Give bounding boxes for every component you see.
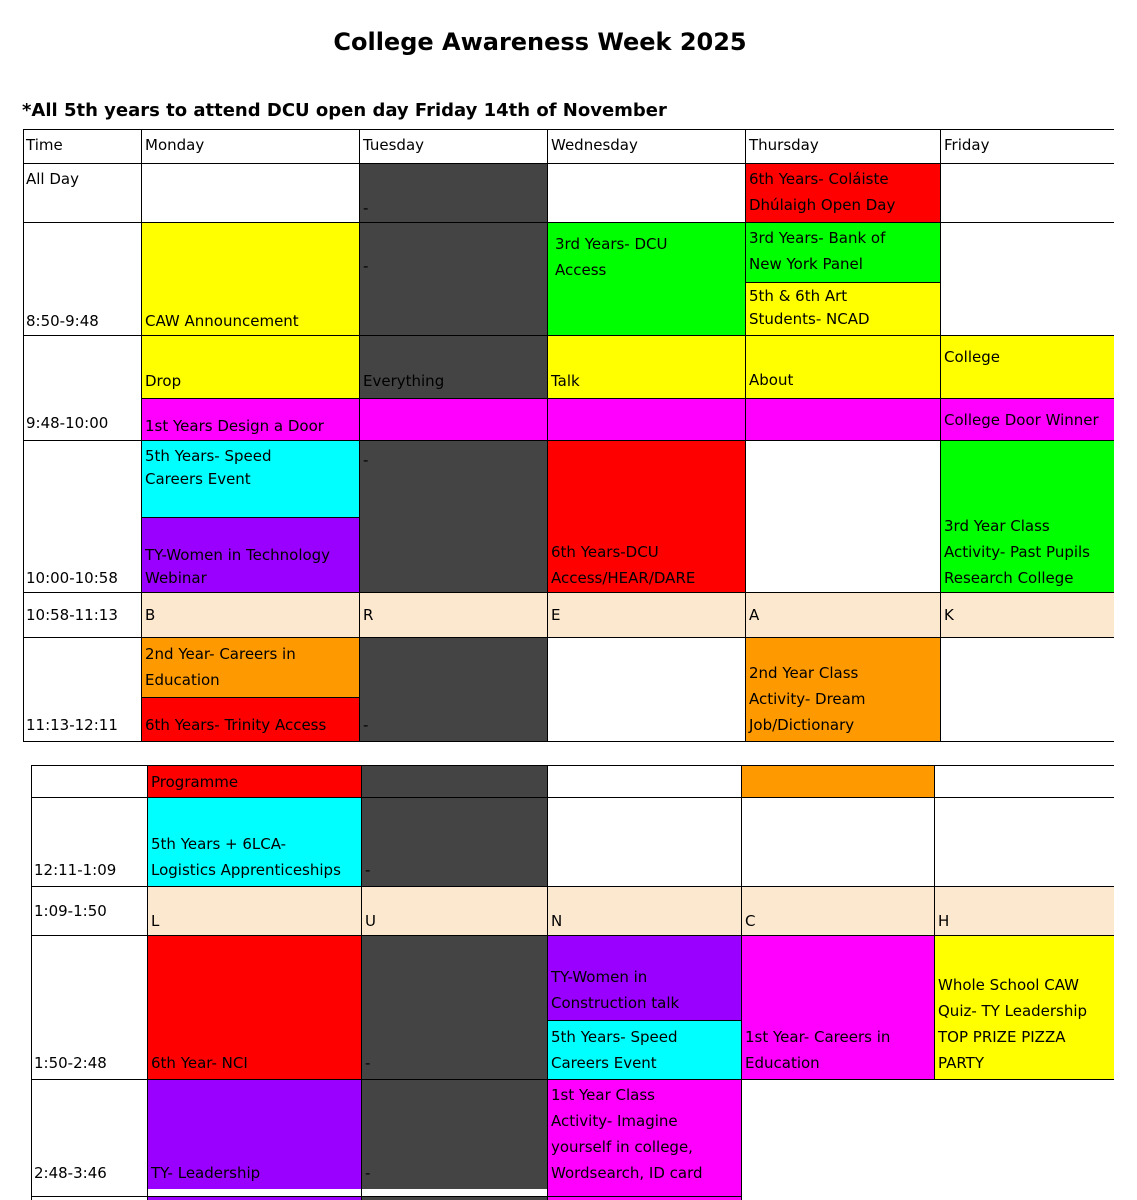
banner-drop: Drop [142, 336, 359, 398]
tuesday-period-5: - [362, 798, 547, 886]
page-title: College Awareness Week 2025 [333, 28, 747, 56]
break-letter-k: K [941, 593, 1114, 637]
tuesday-period-3: - [360, 441, 547, 592]
break-letter-b: B [142, 593, 359, 637]
lunch-letter-n: N [548, 887, 741, 935]
tuesday-continuation [362, 766, 547, 797]
monday-nci: 6th Year- NCI [148, 936, 361, 1079]
time-9-48: 9:48-10:00 [26, 414, 109, 432]
tuesday-period-7: - [362, 1080, 547, 1189]
banner-talk: Talk [548, 336, 745, 398]
time-11-13: 11:13-12:11 [26, 716, 118, 734]
monday-design-a-door: 1st Years Design a Door [142, 399, 359, 440]
wednesday-women-in-construction: TY-Women in Construction talk [548, 936, 741, 1020]
time-1-50: 1:50-2:48 [34, 1054, 107, 1072]
header-tuesday: Tuesday [363, 136, 425, 154]
wednesday-imagine-yourself: 1st Year Class Activity- Imagine yourself in college, Wordsearch, ID card [548, 1080, 741, 1200]
tuesday-period-6: - [362, 936, 547, 1079]
tuesday-period-1: - [360, 223, 547, 335]
wednesday-design-a-door [548, 399, 745, 440]
thursday-dhulaigh-open-day: 6th Years- Coláiste Dhúlaigh Open Day [746, 164, 940, 222]
header-time: Time [26, 136, 63, 154]
monday-logistics-apprenticeships: 5th Years + 6LCA- Logistics Apprenticeships [148, 798, 361, 886]
monday-ty-leadership: TY- Leadership [148, 1080, 361, 1189]
tuesday-period-4: - [360, 638, 547, 741]
banner-everything: Everything [360, 336, 547, 398]
header-monday: Monday [145, 136, 205, 154]
banner-about: About [746, 336, 940, 398]
wednesday-speed-careers: 5th Years- Speed Careers Event [548, 1021, 741, 1079]
friday-caw-quiz: Whole School CAW Quiz- TY Leadership TOP PRIZE PIZZA PARTY [935, 936, 1114, 1079]
thursday-bank-of-new-york: 3rd Years- Bank of New York Panel [746, 223, 940, 282]
thursday-dream-job: 2nd Year Class Activity- Dream Job/Dictionary [746, 638, 940, 741]
time-10-00: 10:00-10:58 [26, 569, 118, 587]
tuesday-all-day: - [360, 164, 547, 222]
thursday-design-a-door [746, 399, 940, 440]
monday-speed-careers: 5th Years- Speed Careers Event [142, 441, 359, 517]
time-2-48: 2:48-3:46 [34, 1164, 107, 1182]
attendance-note: *All 5th years to attend DCU open day Friday 14th of November [22, 100, 667, 121]
time-10-58: 10:58-11:13 [23, 593, 141, 637]
monday-careers-in-education: 2nd Year- Careers in Education [142, 638, 359, 697]
thursday-careers-in-education: 1st Year- Careers in Education [742, 936, 934, 1079]
lunch-letter-l: L [148, 887, 361, 935]
monday-caw-announcement: CAW Announcement [142, 223, 359, 335]
header-wednesday: Wednesday [551, 136, 638, 154]
friday-college-door-winner: College Door Winner [941, 399, 1114, 440]
break-letter-r: R [360, 593, 547, 637]
banner-college: College [941, 336, 1114, 398]
lunch-letter-h: H [935, 887, 1114, 935]
break-letter-e: E [548, 593, 745, 637]
wednesday-dcu-hear-dare: 6th Years-DCU Access/HEAR/DARE [548, 441, 745, 592]
wednesday-dcu-access: 3rd Years- DCU Access [548, 223, 745, 335]
lunch-letter-u: U [362, 887, 547, 935]
time-12-11: 12:11-1:09 [34, 861, 117, 879]
header-thursday: Thursday [749, 136, 819, 154]
break-letter-a: A [746, 593, 940, 637]
time-all-day: All Day [26, 170, 79, 188]
monday-programme: Programme [148, 766, 361, 797]
monday-trinity-access: 6th Years- Trinity Access [142, 698, 359, 741]
lunch-letter-c: C [742, 887, 934, 935]
time-8-50: 8:50-9:48 [26, 312, 99, 330]
thursday-continuation [742, 766, 934, 797]
friday-past-pupils: 3rd Year Class Activity- Past Pupils Research College [941, 441, 1114, 592]
thursday-ncad: 5th & 6th Art Students- NCAD [746, 283, 940, 335]
monday-women-in-technology: TY-Women in Technology Webinar [142, 518, 359, 592]
tuesday-design-a-door [360, 399, 547, 440]
time-1-09: 1:09-1:50 [34, 902, 107, 920]
header-friday: Friday [944, 136, 990, 154]
